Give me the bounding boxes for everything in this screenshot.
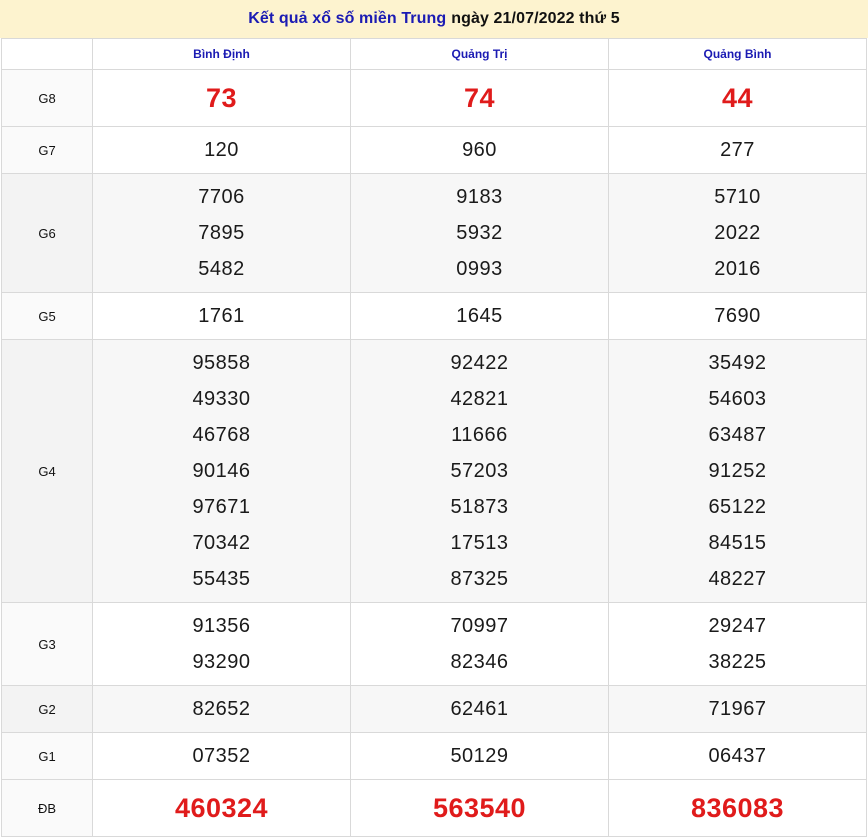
prize-number: 92422 bbox=[450, 352, 509, 374]
prize-label: G8 bbox=[2, 70, 93, 127]
prize-number: 277 bbox=[720, 139, 755, 161]
prize-number: 1645 bbox=[456, 305, 503, 327]
prize-number: 46768 bbox=[192, 424, 251, 446]
prize-number: 74 bbox=[463, 83, 496, 113]
prize-number: 82652 bbox=[192, 698, 251, 720]
column-header-binh-dinh: Bình Định bbox=[93, 39, 351, 70]
prize-numbers-cell bbox=[351, 340, 609, 603]
prize-number: 35492 bbox=[708, 352, 767, 374]
prize-numbers-cell bbox=[609, 603, 867, 686]
prize-numbers-cell bbox=[351, 733, 609, 780]
prize-number: 5710 bbox=[714, 186, 761, 208]
prize-numbers-cell bbox=[351, 174, 609, 293]
prize-label: G7 bbox=[2, 127, 93, 174]
prize-number: 2016 bbox=[714, 258, 761, 280]
prize-numbers-cell bbox=[351, 127, 609, 174]
prize-label: G2 bbox=[2, 686, 93, 733]
prize-numbers-cell bbox=[93, 174, 351, 293]
prize-number: 42821 bbox=[450, 388, 509, 410]
prize-number: 50129 bbox=[450, 745, 509, 767]
prize-numbers-cell bbox=[93, 780, 351, 837]
prize-number: 0993 bbox=[456, 258, 503, 280]
prize-number: 5482 bbox=[198, 258, 245, 280]
prize-numbers-cell bbox=[609, 340, 867, 603]
prize-number: 71967 bbox=[708, 698, 767, 720]
prize-numbers-cell bbox=[609, 293, 867, 340]
prize-number: 97671 bbox=[192, 496, 251, 518]
prize-number: 70997 bbox=[450, 615, 509, 637]
prize-numbers-cell bbox=[609, 174, 867, 293]
prize-number: 11666 bbox=[451, 424, 508, 446]
prize-numbers-cell bbox=[609, 127, 867, 174]
prize-number: 84515 bbox=[708, 532, 767, 554]
column-header-quang-tri: Quảng Trị bbox=[351, 39, 609, 70]
prize-label: G6 bbox=[2, 174, 93, 293]
prize-number: 51873 bbox=[450, 496, 509, 518]
prize-number: 48227 bbox=[708, 568, 767, 590]
table-row bbox=[2, 780, 867, 837]
prize-number: 87325 bbox=[450, 568, 509, 590]
results-table bbox=[1, 38, 867, 837]
prize-number: 65122 bbox=[708, 496, 767, 518]
prize-number: 120 bbox=[204, 139, 239, 161]
prize-number: 7895 bbox=[198, 222, 245, 244]
table-row bbox=[2, 340, 867, 603]
prize-number: 55435 bbox=[192, 568, 251, 590]
prize-numbers-cell bbox=[609, 780, 867, 837]
prize-numbers-cell bbox=[351, 293, 609, 340]
prize-numbers-cell bbox=[93, 733, 351, 780]
prize-label: ĐB bbox=[2, 780, 93, 837]
prize-numbers-cell bbox=[609, 686, 867, 733]
table-row bbox=[2, 174, 867, 293]
prize-number: 44 bbox=[721, 83, 754, 113]
prize-numbers-cell bbox=[351, 780, 609, 837]
prize-number: 960 bbox=[462, 139, 497, 161]
prize-number: 7706 bbox=[198, 186, 245, 208]
prize-number: 57203 bbox=[450, 460, 509, 482]
prize-numbers-cell bbox=[351, 686, 609, 733]
results-table-body bbox=[2, 70, 867, 837]
prize-number: 91356 bbox=[192, 615, 251, 637]
prize-number: 49330 bbox=[192, 388, 251, 410]
prize-number: 836083 bbox=[690, 793, 785, 823]
prize-label: G5 bbox=[2, 293, 93, 340]
prize-numbers-cell bbox=[93, 70, 351, 127]
prize-number: 70342 bbox=[192, 532, 251, 554]
table-row bbox=[2, 127, 867, 174]
table-row bbox=[2, 603, 867, 686]
page-header bbox=[0, 0, 868, 38]
corner-cell bbox=[2, 39, 93, 70]
prize-number: 2022 bbox=[714, 222, 761, 244]
prize-number: 90146 bbox=[192, 460, 251, 482]
prize-number: 460324 bbox=[174, 793, 269, 823]
prize-numbers-cell bbox=[93, 603, 351, 686]
prize-number: 95858 bbox=[192, 352, 251, 374]
prize-number: 29247 bbox=[708, 615, 767, 637]
prize-number: 7690 bbox=[714, 305, 761, 327]
prize-numbers-cell bbox=[93, 127, 351, 174]
prize-number: 62461 bbox=[450, 698, 509, 720]
results-table-head bbox=[2, 39, 867, 70]
prize-label: G3 bbox=[2, 603, 93, 686]
prize-number: 63487 bbox=[708, 424, 767, 446]
prize-number: 07352 bbox=[192, 745, 251, 767]
prize-number: 17513 bbox=[450, 532, 509, 554]
prize-numbers-cell bbox=[93, 686, 351, 733]
prize-number: 06437 bbox=[708, 745, 767, 767]
prize-number: 73 bbox=[205, 83, 238, 113]
page-title: Kết quả xổ số miền Trung bbox=[248, 10, 447, 27]
prize-numbers-cell bbox=[351, 70, 609, 127]
prize-number: 38225 bbox=[708, 651, 767, 673]
table-row bbox=[2, 733, 867, 780]
prize-number: 91252 bbox=[708, 460, 767, 482]
prize-numbers-cell bbox=[351, 603, 609, 686]
prize-number: 9183 bbox=[456, 186, 503, 208]
column-header-quang-binh: Quảng Bình bbox=[609, 39, 867, 70]
table-row bbox=[2, 70, 867, 127]
prize-number: 1761 bbox=[198, 305, 245, 327]
prize-number: 82346 bbox=[450, 651, 509, 673]
prize-number: 5932 bbox=[456, 222, 503, 244]
prize-label: G4 bbox=[2, 340, 93, 603]
prize-numbers-cell bbox=[93, 293, 351, 340]
table-header-row bbox=[2, 39, 867, 70]
prize-numbers-cell bbox=[609, 70, 867, 127]
result-date: ngày 21/07/2022 thứ 5 bbox=[451, 10, 620, 27]
table-row bbox=[2, 293, 867, 340]
prize-number: 563540 bbox=[432, 793, 527, 823]
prize-label: G1 bbox=[2, 733, 93, 780]
prize-number: 93290 bbox=[192, 651, 251, 673]
table-row bbox=[2, 686, 867, 733]
prize-numbers-cell bbox=[93, 340, 351, 603]
prize-numbers-cell bbox=[609, 733, 867, 780]
prize-number: 54603 bbox=[708, 388, 767, 410]
